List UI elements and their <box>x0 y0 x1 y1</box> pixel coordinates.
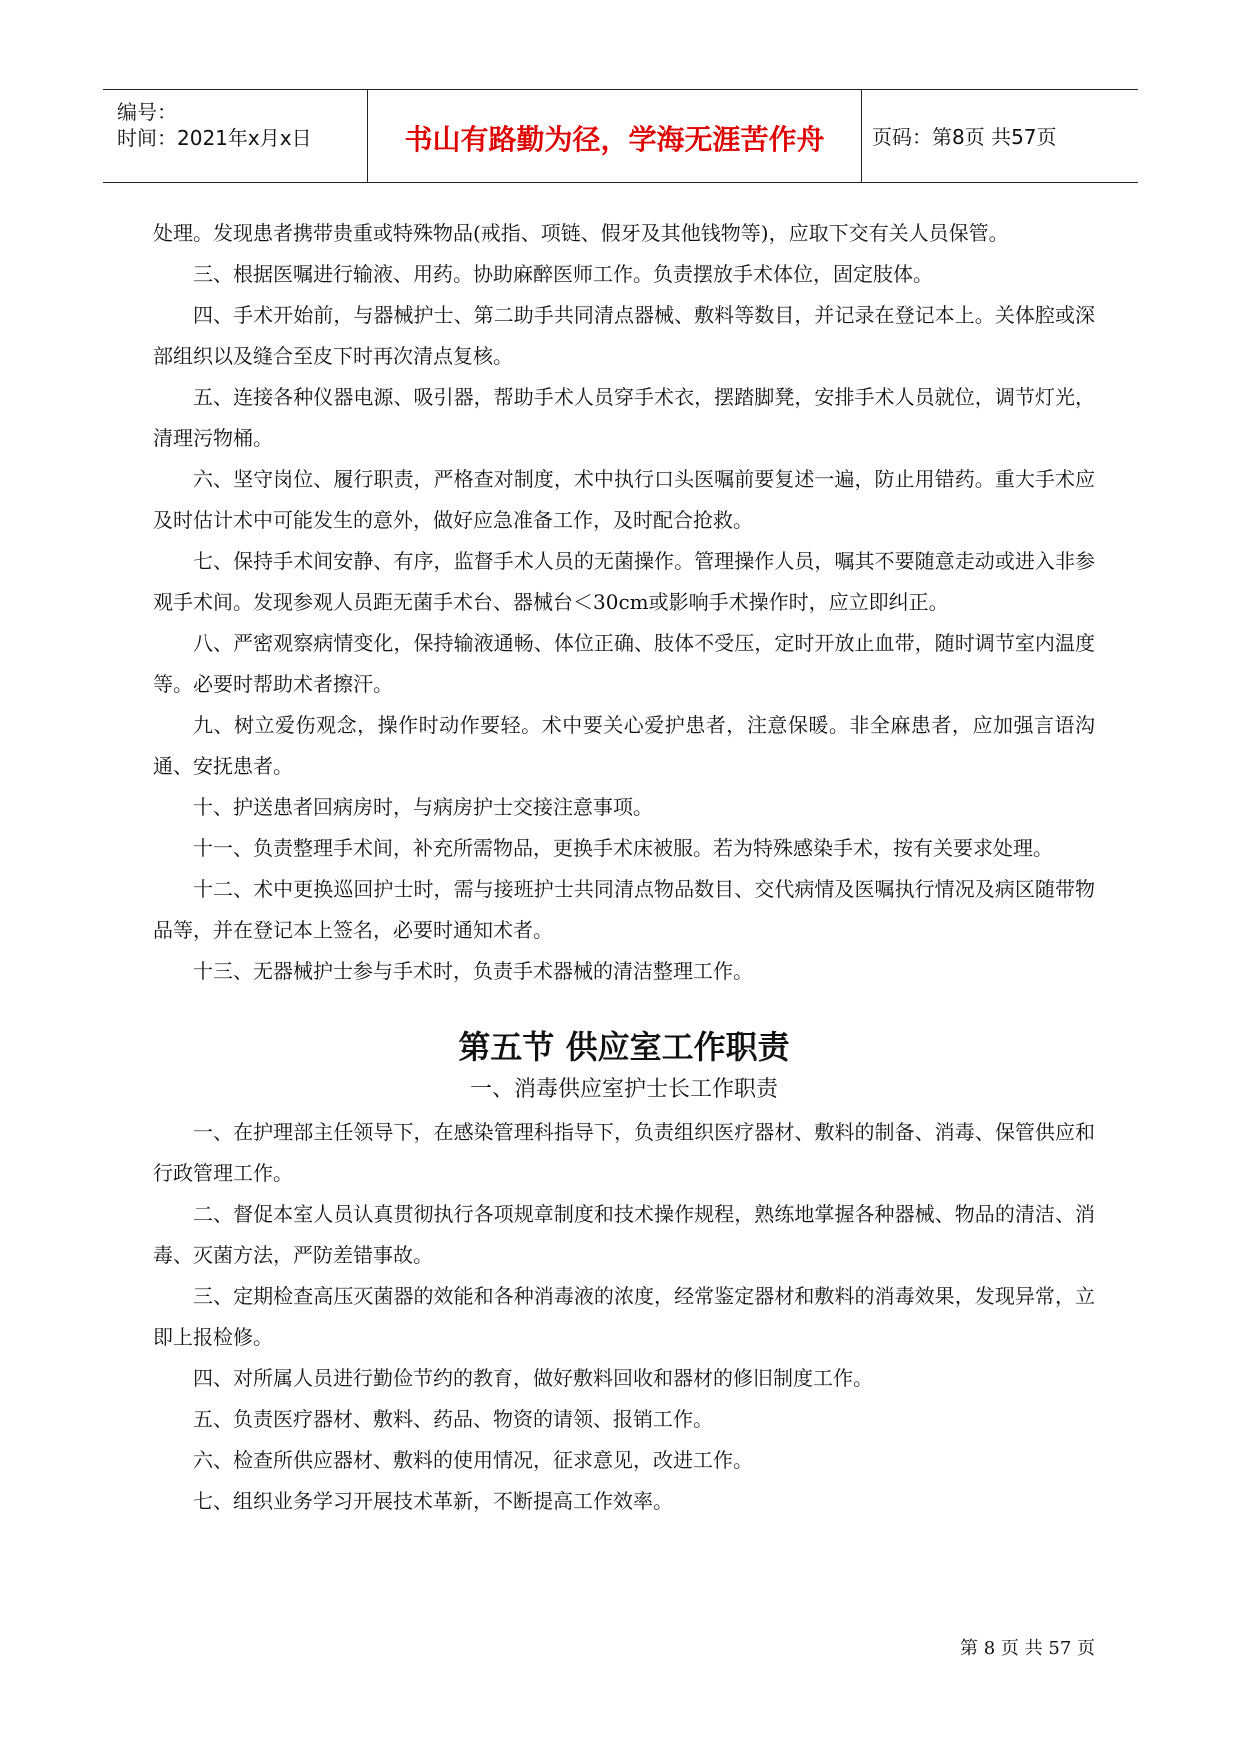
paragraph: 九、树立爱伤观念，操作时动作要轻。术中要关心爱护患者，注意保暖。非全麻患者，应加强言语沟通、安抚患者。 <box>153 713 1095 778</box>
paragraph: 五、负责医疗器材、敷料、药品、物资的请领、报销工作。 <box>193 1407 713 1431</box>
page-footer: 第 8 页 共 57 页 <box>960 1638 1095 1659</box>
paragraph: 六、坚守岗位、履行职责，严格查对制度，术中执行口头医嘱前要复述一遍，防止用错药。重大手术应及时估计术中可能发生的意外，做好应急准备工作，及时配合抢救。 <box>153 467 1095 532</box>
document-body <box>153 213 1095 1522</box>
paragraph: 八、严密观察病情变化，保持输液通畅、体位正确、肢体不受压，定时开放止血带，随时调节室内温度等。必要时帮助术者擦汗。 <box>153 631 1095 696</box>
paragraph: 一、在护理部主任领导下，在感染管理科指导下，负责组织医疗器材、敷料的制备、消毒、保管供应和行政管理工作。 <box>153 1120 1095 1185</box>
subsection-title: 一、消毒供应室护士长工作职责 <box>469 1077 778 1102</box>
page-header <box>103 89 1138 183</box>
paragraph: 十二、术中更换巡回护士时，需与接班护士共同清点物品数目、交代病情及医嘱执行情况及病区随带物品等，并在登记本上签名，必要时通知术者。 <box>153 877 1095 942</box>
document-date-label: 时间：2021年x月x日 <box>117 126 312 150</box>
header-left-cell <box>103 90 367 182</box>
document-number-label: 编号： <box>117 100 177 124</box>
paragraph: 十一、负责整理手术间，补充所需物品，更换手术床被服。若为特殊感染手术，按有关要求处理。 <box>193 836 1053 860</box>
header-page-info: 页码：第8页 共57页 <box>872 125 1057 149</box>
paragraph: 十、护送患者回病房时，与病房护士交接注意事项。 <box>193 795 653 819</box>
paragraph: 十三、无器械护士参与手术时，负责手术器械的清洁整理工作。 <box>193 959 753 983</box>
paragraph: 六、检查所供应器材、敷料的使用情况，征求意见，改进工作。 <box>193 1448 753 1472</box>
section-title: 第五节 供应室工作职责 <box>458 1028 790 1066</box>
header-center-cell <box>367 90 862 182</box>
paragraph: 七、保持手术间安静、有序，监督手术人员的无菌操作。管理操作人员，嘱其不要随意走动或进入非参观手术间。发现参观人员距无菌手术台、器械台＜30cm或影响手术操作时，应立即纠正。 <box>153 549 1095 614</box>
paragraph: 五、连接各种仪器电源、吸引器，帮助手术人员穿手术衣，摆踏脚凳，安排手术人员就位，调节灯光，清理污物桶。 <box>153 385 1095 450</box>
paragraph: 二、督促本室人员认真贯彻执行各项规章制度和技术操作规程，熟练地掌握各种器械、物品的清洁、消毒、灭菌方法，严防差错事故。 <box>153 1202 1095 1267</box>
paragraph: 七、组织业务学习开展技术革新，不断提高工作效率。 <box>193 1489 673 1513</box>
paragraph: 处理。发现患者携带贵重或特殊物品(戒指、项链、假牙及其他钱物等)，应取下交有关人员保管。 <box>153 221 1009 245</box>
paragraph: 四、对所属人员进行勤俭节约的教育，做好敷料回收和器材的修旧制度工作。 <box>193 1366 873 1390</box>
paragraph: 三、定期检查高压灭菌器的效能和各种消毒液的浓度，经常鉴定器材和敷料的消毒效果，发现异常，立即上报检修。 <box>153 1284 1095 1349</box>
paragraph: 四、手术开始前，与器械护士、第二助手共同清点器械、敷料等数目，并记录在登记本上。关体腔或深部组织以及缝合至皮下时再次清点复核。 <box>153 303 1095 368</box>
header-right-cell <box>862 90 1138 182</box>
header-motto: 书山有路勤为径，学海无涯苦作舟 <box>404 123 825 156</box>
paragraph: 三、根据医嘱进行输液、用药。协助麻醉医师工作。负责摆放手术体位，固定肢体。 <box>193 262 933 286</box>
